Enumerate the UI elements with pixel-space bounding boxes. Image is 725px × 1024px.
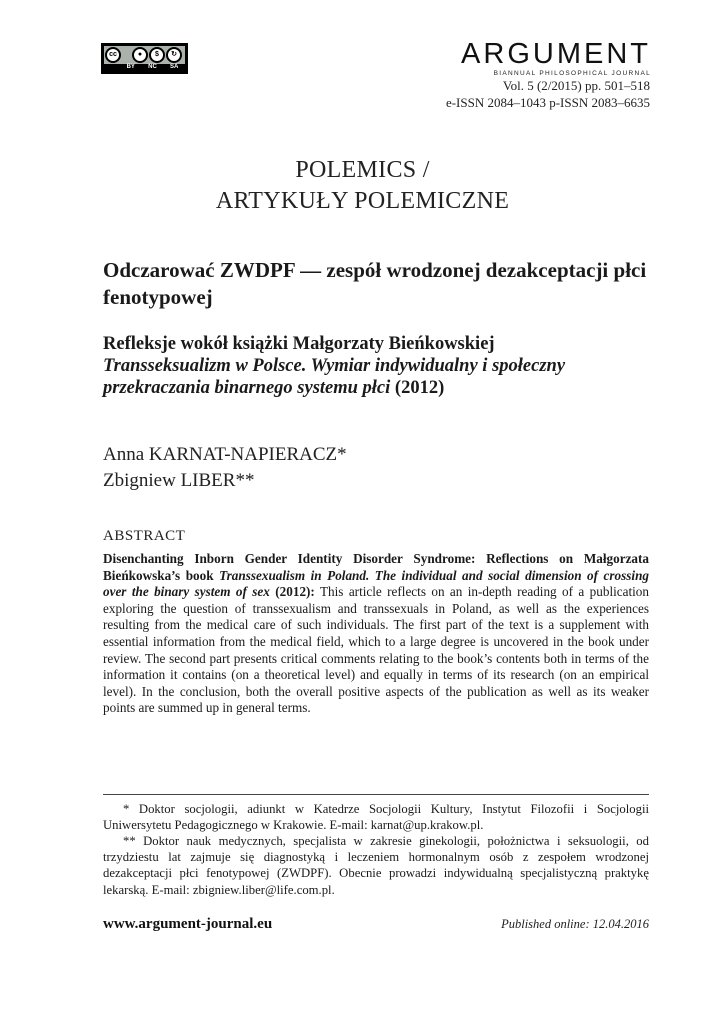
cc-license-badge[interactable] [101, 43, 188, 74]
journal-subtitle: BIANNUAL PHILOSOPHICAL JOURNAL [493, 70, 651, 77]
cc-label-by: BY [126, 64, 135, 70]
cc-label-sa: SA [170, 64, 179, 70]
journal-logo: ARGUMENT [461, 38, 651, 70]
published-online-date: Published online: 12.04.2016 [501, 917, 649, 931]
abstract-bold-year: (2012): [269, 584, 315, 600]
abstract-book-title: Transsexualism in Poland. The individual and social dimension of crossing over the binary system of sex [103, 567, 649, 600]
footnote-divider [103, 794, 649, 795]
volume-pages: Vol. 5 (2/2015) pp. 501–518 [502, 78, 650, 93]
cc-badge-labels [120, 63, 185, 71]
article-title: Odczarować ZWDPF — zespół wrodzonej dezakceptacji płci fenotypowej [103, 258, 647, 309]
footnote-2-text: ** Doktor nauk medycznych, specjalista w zakresie ginekologii, położnictwa i seksuologii, od trzydziestu lat zajmuje się diagnostyką i leczeniem hormonalnym osób z zespołem wrodzonej dezakceptacji płci fenotypowej (ZWDPF). Obecnie prowadzi indywidualną specjalistyczną praktykę lekarską. E-mail: zbigniew.liber@life.com.pl. [103, 834, 649, 897]
issn-line: e-ISSN 2084–1043 p-ISSN 2083–6635 [445, 95, 650, 110]
author-karnat-napieracz: Anna KARNAT-NAPIERACZ* [103, 444, 347, 465]
cc-badge-icons [104, 46, 185, 64]
cc-logo-icon: cc [105, 47, 121, 63]
journal-website-link[interactable]: www.argument-journal.eu [103, 916, 273, 932]
abstract-text [103, 551, 649, 717]
footnote-1-text: * Doktor socjologii, adiunkt w Katedrze Socjologii Kultury, Instytut Filozofii i Socjologii Uniwersytetu Pedagogicznego w Krakowie. E-mail: karnat@up.krakow.pl. [103, 802, 649, 833]
subtitle-lead: Refleksje wokół książki Małgorzaty Bieńkowskiej [103, 334, 495, 354]
section-title-pl: ARTYKUŁY POLEMICZNE [215, 188, 510, 214]
abstract-heading: ABSTRACT [103, 528, 186, 544]
article-subtitle [103, 333, 663, 399]
footnote-1 [103, 801, 649, 833]
cc-label-nc: NC [148, 64, 157, 70]
section-title-en: POLEMICS / [295, 157, 430, 183]
abstract-bold-lead: Disenchanting Inborn Gender Identity Disorder Syndrome: Reflections on Małgorzata Bieńkowska’s book [103, 551, 649, 583]
subtitle-book-title: Transseksualizm w Polsce. Wymiar indywidualny i społeczny przekraczania binarnego systemu płci [103, 356, 566, 398]
attribution-icon: ● [132, 47, 148, 63]
author-liber: Zbigniew LIBER** [103, 470, 255, 491]
subtitle-year: (2012) [390, 378, 445, 398]
non-commercial-icon: $ [149, 47, 165, 63]
abstract-body: This article reflects on an in-depth reading of a publication exploring the question of transsexualism and transsexuals in Poland, as well as the experiences resulting from the medical care of such individuals. The first part of the text is a supplement with essential information from the medical field, which to a large degree is uncovered in the book under review. The second part presents critical comments relating to the book’s contents both in terms of the information it contains (on a theoretical level) and equally in terms of its research (on an empirical level). In the conclusion, both the overall positive aspects of the publication as well as its weaker points are summed up in general terms. [103, 584, 649, 716]
share-alike-icon: ↻ [166, 47, 182, 63]
footnote-2 [103, 833, 649, 898]
